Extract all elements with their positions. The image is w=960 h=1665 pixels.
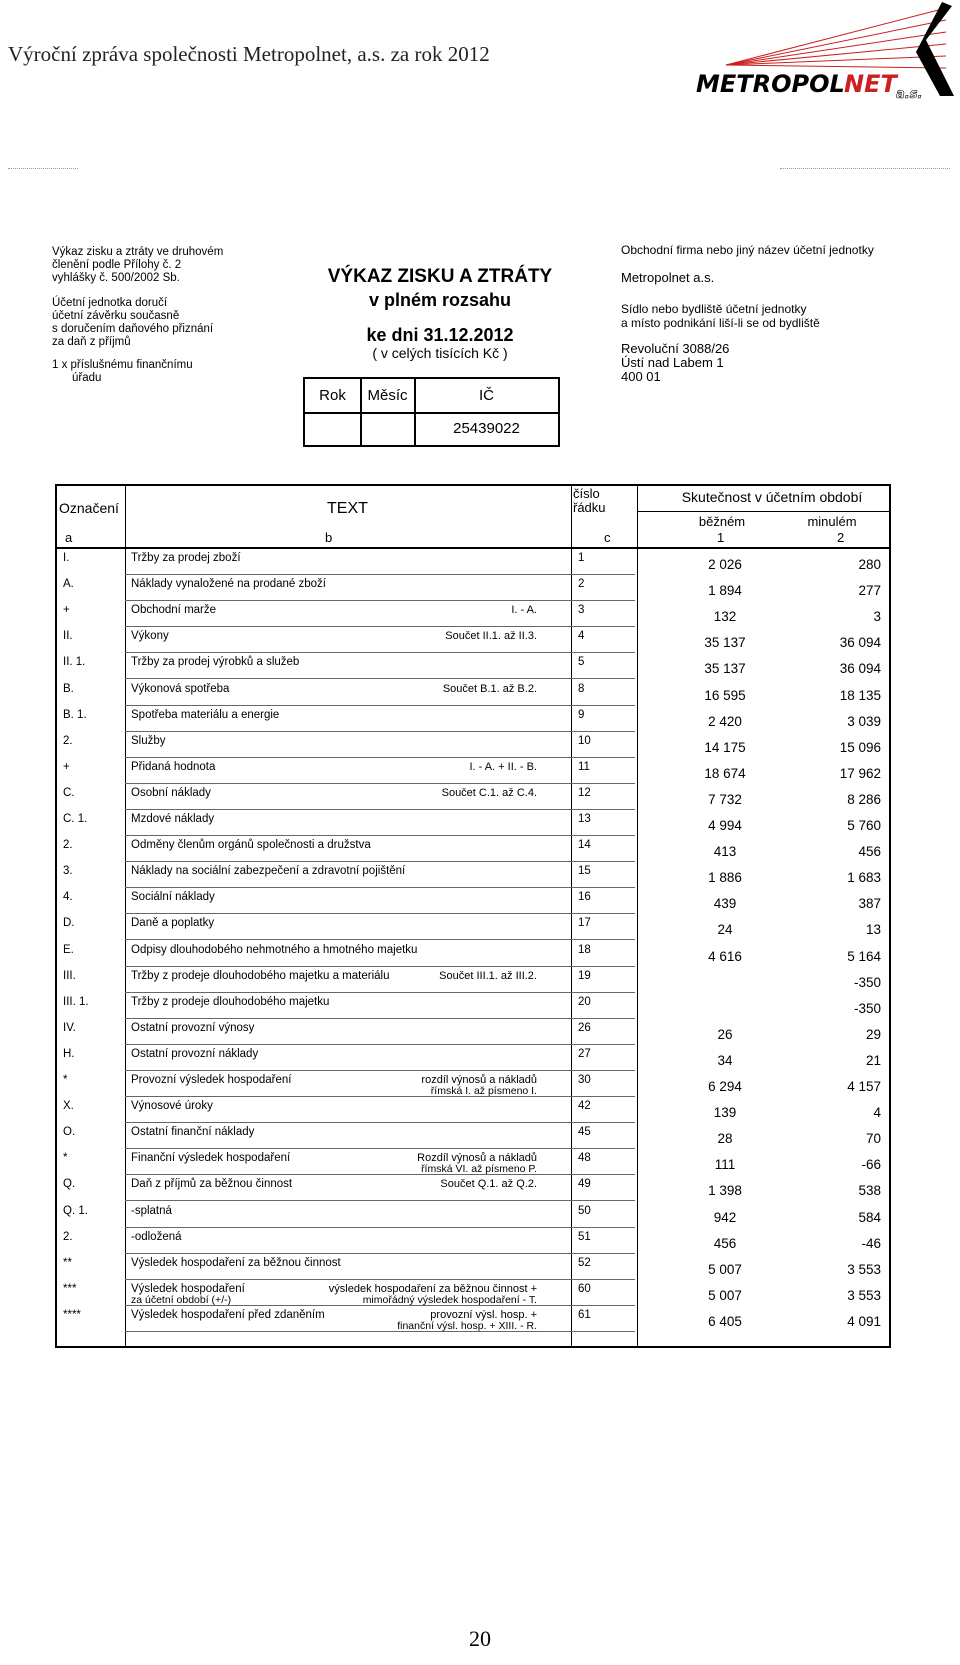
row-line-number: 48 xyxy=(578,1152,591,1165)
row-code: *** xyxy=(63,1282,77,1295)
row-current-value: 2 420 xyxy=(708,713,742,729)
row-text: Výsledek hospodaření před zdaněním xyxy=(131,1308,325,1321)
table-row xyxy=(57,1123,889,1149)
row-note: provozní výsl. hosp. + xyxy=(430,1308,537,1321)
row-line-number: 11 xyxy=(578,760,590,773)
row-current-value: 7 732 xyxy=(708,791,742,807)
row-note-continued: mimořádný výsledek hospodaření - T. xyxy=(362,1293,537,1306)
row-note: I. - A. + II. - B. xyxy=(469,760,537,773)
header-bezne: běžném xyxy=(698,514,746,529)
row-previous-value: 36 094 xyxy=(839,661,881,677)
row-previous-value: 8 286 xyxy=(847,791,881,807)
row-code: 2. xyxy=(63,839,73,852)
row-text: Obchodní marže xyxy=(131,604,217,617)
row-current-value: 34 xyxy=(717,1052,733,1068)
row-previous-value: 36 094 xyxy=(839,635,881,651)
row-previous-value: -66 xyxy=(861,1157,881,1173)
svg-text:a.s.: a.s. xyxy=(896,87,923,102)
row-note-continued: finanční výsl. hosp. + XIII. - R. xyxy=(397,1319,537,1332)
box-ic-label: IČ xyxy=(479,387,494,404)
row-code: * xyxy=(63,1152,68,1165)
table-row xyxy=(57,810,889,836)
row-previous-value: 3 553 xyxy=(847,1287,881,1303)
row-text: Služby xyxy=(131,734,166,747)
table-row xyxy=(57,549,889,575)
row-previous-value: 277 xyxy=(858,583,881,599)
table-row xyxy=(57,627,889,653)
row-current-value: 4 994 xyxy=(708,818,742,833)
row-text: Ostatní provozní výnosy xyxy=(131,1021,255,1034)
page-number: 20 xyxy=(469,1626,491,1651)
row-text: Přidaná hodnota xyxy=(131,760,216,773)
header-cislo: číslo xyxy=(573,486,600,501)
row-previous-value: 18 135 xyxy=(839,687,881,703)
row-line-number: 9 xyxy=(578,708,585,721)
row-divider xyxy=(125,1331,635,1332)
row-text: Náklady na sociální zabezpečení a zdravotní pojištění xyxy=(131,865,406,878)
row-code: Q. 1. xyxy=(63,1204,88,1217)
row-code: II. 1. xyxy=(63,656,86,669)
row-text: Výkonová spotřeba xyxy=(131,682,230,695)
row-text: Osobní náklady xyxy=(131,786,211,799)
row-current-value: 14 175 xyxy=(704,739,746,755)
form-subtitle: v plném rozsahu xyxy=(368,290,512,310)
row-code: C. xyxy=(63,786,75,799)
row-note: Součet Q.1. až Q.2. xyxy=(440,1178,537,1191)
row-current-value: 16 595 xyxy=(704,687,746,703)
table-row xyxy=(57,653,889,679)
table-row xyxy=(57,914,889,940)
table-row xyxy=(57,601,889,627)
header-c: c xyxy=(604,530,611,545)
row-line-number: 8 xyxy=(578,682,585,695)
row-text: Výkony xyxy=(131,630,169,643)
table-row xyxy=(57,888,889,914)
row-text: Výnosové úroky xyxy=(131,1100,213,1113)
row-text: -splatná xyxy=(131,1204,172,1217)
row-previous-value: 21 xyxy=(865,1052,881,1068)
header-b: b xyxy=(325,530,333,545)
table-row xyxy=(57,993,889,1019)
row-line-number: 5 xyxy=(578,656,585,669)
row-line-number: 42 xyxy=(578,1100,591,1113)
row-previous-value: 29 xyxy=(865,1026,881,1042)
row-code: I. xyxy=(63,552,70,564)
row-line-number: 4 xyxy=(578,630,585,643)
row-previous-value: 4 157 xyxy=(847,1079,881,1094)
row-text: Tržby z prodeje dlouhodobého majetku a materiálu xyxy=(131,969,390,982)
scan-dots xyxy=(780,168,950,169)
row-previous-value: 456 xyxy=(858,844,881,860)
row-current-value: 413 xyxy=(713,844,737,860)
row-current-value: 24 xyxy=(717,922,733,938)
table-row xyxy=(57,941,889,967)
row-current-value: 942 xyxy=(713,1209,737,1225)
row-code: 2. xyxy=(63,734,73,747)
row-text: Ostatní finanční náklady xyxy=(131,1126,255,1139)
row-current-value: 139 xyxy=(713,1105,737,1121)
row-text: -odložená xyxy=(131,1230,182,1243)
row-previous-value: 70 xyxy=(865,1131,881,1147)
row-previous-value: 15 096 xyxy=(839,739,881,755)
row-code: B. 1. xyxy=(63,708,87,721)
row-current-value: 1 398 xyxy=(708,1183,742,1199)
row-line-number: 1 xyxy=(578,552,585,564)
row-code: II. xyxy=(63,630,73,643)
row-current-value: 35 137 xyxy=(704,661,746,677)
row-previous-value: 1 683 xyxy=(847,870,881,886)
row-text: Provozní výsledek hospodaření xyxy=(131,1074,292,1086)
row-note-continued: římská I. až písmeno I. xyxy=(430,1085,537,1097)
table-row xyxy=(57,706,889,732)
row-current-value: 26 xyxy=(717,1026,733,1042)
table-row xyxy=(57,732,889,758)
row-current-value: 456 xyxy=(713,1235,737,1251)
table-row xyxy=(57,836,889,862)
row-code: B. xyxy=(63,682,74,695)
row-code: + xyxy=(63,760,70,773)
row-previous-value: 538 xyxy=(858,1183,881,1199)
row-previous-value: -46 xyxy=(861,1235,881,1251)
row-line-number: 51 xyxy=(578,1230,591,1243)
row-line-number: 49 xyxy=(578,1178,591,1191)
svg-text:NET: NET xyxy=(844,70,897,98)
header-skutecnost: Skutečnost v účetním období xyxy=(681,489,863,505)
row-code: A. xyxy=(63,578,74,591)
row-code: X. xyxy=(63,1100,74,1113)
row-current-value: 1 886 xyxy=(708,870,742,886)
row-text: Odpisy dlouhodobého nehmotného a hmotného majetku xyxy=(131,943,418,956)
row-previous-value: 3 553 xyxy=(847,1261,881,1277)
box-rok: Rok xyxy=(319,387,346,404)
table-row xyxy=(57,862,889,888)
row-note: Součet II.1. až II.3. xyxy=(445,630,537,643)
row-line-number: 15 xyxy=(578,865,591,878)
row-previous-value: 4 xyxy=(873,1105,881,1121)
row-current-value: 35 137 xyxy=(704,635,746,651)
row-note: výsledek hospodaření za běžnou činnost + xyxy=(328,1282,537,1295)
table-row xyxy=(57,758,889,784)
row-previous-value: 387 xyxy=(858,896,881,912)
row-line-number: 14 xyxy=(578,839,591,852)
row-current-value: 6 405 xyxy=(708,1313,742,1329)
table-row xyxy=(57,1280,889,1306)
table-row xyxy=(57,1071,889,1097)
row-line-number: 20 xyxy=(578,995,591,1008)
row-text: Tržby za prodej výrobků a služeb xyxy=(131,656,300,669)
header-2: 2 xyxy=(837,530,845,545)
form-unit: ( v celých tisících Kč ) xyxy=(372,345,508,361)
row-text: Daň z příjmů za běžnou činnost xyxy=(131,1178,293,1191)
header-text: TEXT xyxy=(327,500,368,517)
table-row xyxy=(57,1202,889,1228)
row-note: I. - A. xyxy=(511,604,537,617)
row-code: ** xyxy=(63,1256,72,1269)
row-line-number: 12 xyxy=(578,786,591,799)
row-previous-value: 5 760 xyxy=(847,818,881,833)
logo-text: METROPOL xyxy=(696,70,845,98)
table-row xyxy=(57,967,889,993)
row-previous-value: 5 164 xyxy=(847,948,881,964)
row-code: + xyxy=(63,604,70,617)
box-ic-value: 25439022 xyxy=(453,420,520,437)
table-row xyxy=(57,784,889,810)
row-code: IV. xyxy=(63,1021,77,1034)
row-text: Mzdové náklady xyxy=(131,813,215,825)
table-row xyxy=(57,1019,889,1045)
table-row xyxy=(57,1175,889,1201)
row-code: **** xyxy=(63,1308,81,1321)
row-code: E. xyxy=(63,943,74,956)
header-radku: řádku xyxy=(573,500,606,515)
row-line-number: 26 xyxy=(578,1021,591,1034)
row-code: O. xyxy=(63,1126,76,1139)
row-line-number: 3 xyxy=(578,604,585,617)
row-previous-value: 3 039 xyxy=(847,713,881,729)
row-line-number: 45 xyxy=(578,1126,591,1139)
header-1: 1 xyxy=(717,530,725,545)
box-mesic: Měsíc xyxy=(367,387,408,404)
header-a: a xyxy=(65,530,73,545)
row-note: Rozdíl výnosů a nákladů xyxy=(417,1152,537,1165)
row-text: Sociální náklady xyxy=(131,891,215,904)
table-row xyxy=(57,680,889,706)
header-oznaceni: Označení xyxy=(59,500,119,516)
row-line-number: 50 xyxy=(578,1204,591,1217)
table-row xyxy=(57,1149,889,1175)
row-note: Součet C.1. až C.4. xyxy=(441,786,537,799)
row-code: 2. xyxy=(63,1230,73,1243)
row-current-value: 5 007 xyxy=(708,1287,742,1303)
form-left-notes: Výkaz zisku a ztráty ve druhovém členění podle Přílohy č. 2 vyhlášky č. 500/2002 Sb. Účetní jednotka doručí účetní závěrku současně s doručením daňového přiznání za daň z příjmů 1 x příslušnému finančnímu úřadu xyxy=(52,246,224,384)
row-current-value: 132 xyxy=(713,609,737,625)
row-previous-value: -350 xyxy=(853,974,881,990)
row-code: 3. xyxy=(63,865,73,878)
form-date: ke dni 31.12.2012 xyxy=(366,325,514,345)
header-minule: minulém xyxy=(807,514,857,529)
profit-loss-table xyxy=(55,484,891,1348)
table-row xyxy=(57,1254,889,1280)
row-code: H. xyxy=(63,1047,75,1060)
row-current-value: 5 007 xyxy=(708,1261,742,1277)
row-code: III. 1. xyxy=(63,995,89,1008)
row-text: Finanční výsledek hospodaření xyxy=(131,1152,291,1165)
row-previous-value: 280 xyxy=(858,557,881,572)
row-previous-value: 13 xyxy=(865,922,881,938)
row-text: Ostatní provozní náklady xyxy=(131,1047,259,1060)
row-line-number: 52 xyxy=(578,1256,591,1269)
row-note-continued: římská VI. až písmeno P. xyxy=(421,1163,537,1176)
row-current-value: 439 xyxy=(713,896,737,912)
row-text: Spotřeba materiálu a energie xyxy=(131,708,280,721)
metropolnet-logo xyxy=(696,0,958,108)
row-text: Výsledek hospodaření za běžnou činnost xyxy=(131,1256,341,1269)
row-code: * xyxy=(63,1074,68,1086)
report-header-title: Výroční zpráva společnosti Metropolnet, a.s. za rok 2012 xyxy=(8,42,490,66)
table-row xyxy=(57,1306,889,1332)
row-text: Odměny členům orgánů společnosti a družstva xyxy=(131,839,371,852)
row-code: 4. xyxy=(63,891,73,904)
form-right-notes: Obchodní firma nebo jiný název účetní jednotky Metropolnet a.s. Sídlo nebo bydliště účetní jednotky a místo podnikání liší-li se od bydliště Revoluční 3088/26 Ústí nad Labem 1 400 01 xyxy=(621,243,874,384)
row-current-value: 4 616 xyxy=(708,948,742,964)
scan-dots xyxy=(8,168,78,169)
row-line-number: 30 xyxy=(578,1074,591,1086)
row-code: Q. xyxy=(63,1178,76,1191)
row-line-number: 19 xyxy=(578,969,591,982)
row-text: Náklady vynaložené na prodané zboží xyxy=(131,578,326,591)
row-line-number: 17 xyxy=(578,917,591,930)
row-text: Tržby z prodeje dlouhodobého majetku xyxy=(131,995,330,1008)
row-note: Součet III.1. až III.2. xyxy=(439,969,537,982)
row-line-number: 61 xyxy=(578,1308,591,1321)
row-line-number: 10 xyxy=(578,734,591,747)
row-current-value: 111 xyxy=(714,1157,736,1173)
table-row xyxy=(57,1097,889,1123)
row-previous-value: -350 xyxy=(853,1000,881,1016)
row-code: III. xyxy=(63,969,76,982)
row-code: D. xyxy=(63,917,75,930)
row-current-value: 1 894 xyxy=(708,583,742,599)
table-row xyxy=(57,575,889,601)
row-line-number: 2 xyxy=(578,578,585,591)
row-text: Tržby za prodej zboží xyxy=(131,552,241,564)
form-title: VÝKAZ ZISKU A ZTRÁTY xyxy=(327,266,553,287)
row-text: Daně a poplatky xyxy=(131,917,215,930)
row-line-number: 27 xyxy=(578,1047,591,1060)
row-line-number: 13 xyxy=(578,813,591,825)
row-previous-value: 584 xyxy=(858,1209,881,1225)
table-row xyxy=(57,1228,889,1254)
row-line-number: 16 xyxy=(578,891,591,904)
row-current-value: 28 xyxy=(717,1131,733,1147)
row-previous-value: 3 xyxy=(873,609,881,625)
row-previous-value: 4 091 xyxy=(847,1313,881,1329)
table-row xyxy=(57,1045,889,1071)
row-current-value: 2 026 xyxy=(708,557,742,572)
row-note: Součet B.1. až B.2. xyxy=(442,682,537,695)
row-line-number: 18 xyxy=(578,943,591,956)
row-text-continued: za účetní období (+/-) xyxy=(131,1293,232,1306)
row-previous-value: 17 962 xyxy=(839,765,881,781)
row-line-number: 60 xyxy=(578,1282,591,1295)
row-current-value: 6 294 xyxy=(708,1079,742,1094)
row-code: C. 1. xyxy=(63,813,88,825)
id-box xyxy=(303,377,560,447)
row-text: Výsledek hospodaření xyxy=(131,1282,245,1295)
row-current-value: 18 674 xyxy=(704,765,746,781)
row-note: rozdíl výnosů a nákladů xyxy=(421,1074,537,1086)
